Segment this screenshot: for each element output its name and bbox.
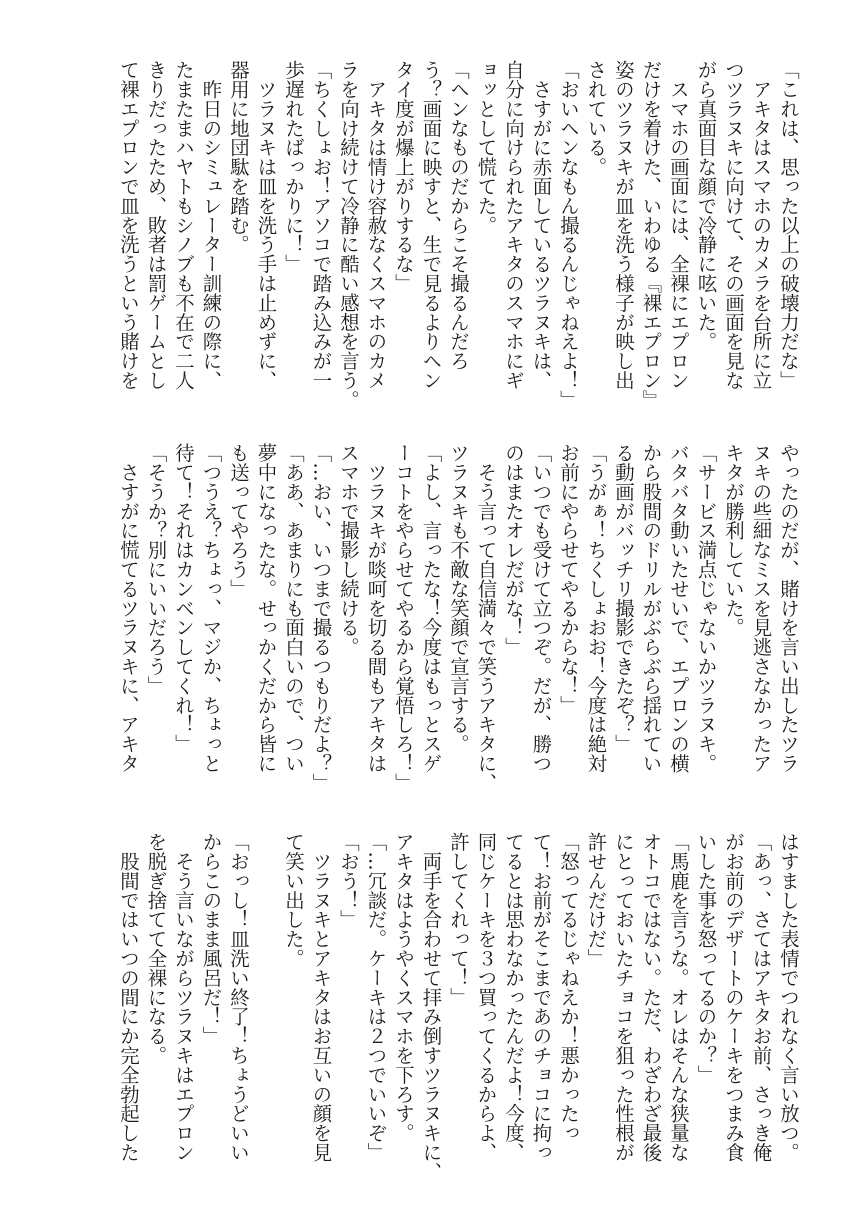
text-line: オトコではない。ただ、わざわざ最後: [639, 832, 663, 1162]
text-line: 歩遅れたばっかりに！」: [282, 60, 305, 274]
text-line: バタバタ動いたせいで、エプロンの横: [667, 443, 690, 773]
text-line: ヌキの些細なミスを見逃さなかったア: [749, 443, 773, 773]
text-line: ーコトをやらせてやるから覚悟しろ！」: [392, 443, 415, 793]
text-line: から股間のドリルがぶらぶら揺れてい: [639, 443, 663, 773]
text-line: たまたまハヤトもシノブも不在で二人: [172, 60, 195, 390]
text-line: て笑い出した。: [282, 832, 305, 968]
text-line: 「怒ってるじゃねえか！悪かったっ: [557, 832, 580, 1143]
text-line: も送ってやろう」: [227, 443, 250, 599]
text-line: 「…冗談だ。ケーキは２つでいいぞ」: [364, 832, 388, 1162]
text-line: きりだったため、敗者は罰ゲームとし: [144, 60, 168, 390]
text-line: 許せんだけだ」: [584, 832, 608, 968]
text-line: お前にやらせてやるからな！」: [557, 443, 580, 715]
text-block-bottom: [115, 832, 803, 1182]
text-line: キタが勝利していた。: [722, 443, 745, 637]
text-line: さすがに赤面しているツラヌキは、: [529, 60, 553, 390]
text-line: 待て！それはカンベンしてくれ！」: [172, 443, 195, 754]
text-line: る動画がバッチリ撮影できたぞ？」: [612, 443, 635, 754]
text-line: 「そうか？別にいいだろう」: [144, 443, 168, 696]
text-line: 夢中になったな。せっかくだから皆に: [254, 443, 278, 773]
text-line: 「うがぁ！ちくしょおお！今度は絶対: [584, 443, 608, 773]
text-line: がお前のデザートのケーキをつまみ食: [722, 832, 745, 1162]
text-line: やったのだが、賭けを言い出したツラ: [777, 443, 800, 773]
text-line: 「あっ、さてはアキタお前、さっき俺: [749, 832, 773, 1162]
text-line: 「…おい、いつまで撮るつもりだよ？」: [309, 443, 333, 793]
text-line: アキタはようやくスマホを下ろす。: [392, 832, 415, 1143]
text-line: てるとは思わなかったんだよ！今度、: [502, 832, 525, 1162]
text-line: 許してくれって！」: [447, 832, 470, 1007]
text-line: スマホで撮影し続ける。: [337, 443, 360, 657]
text-line: そう言いながらツラヌキはエプロン: [172, 832, 195, 1162]
text-line: ツラヌキとアキタはお互いの顔を見: [309, 832, 333, 1162]
text-line: だけを着けた、いわゆる『裸エプロン』: [639, 60, 663, 410]
blank-line: [252, 832, 280, 1182]
text-line: を脱ぎ捨てて全裸になる。: [144, 832, 168, 1065]
text-block-top: [115, 60, 803, 410]
text-line: つツラヌキに向けて、その画面を見な: [722, 60, 745, 390]
text-line: 「ヘンなものだからこそ撮るんだろ: [447, 60, 470, 371]
text-line: ョッとして慌てた。: [474, 60, 498, 235]
text-line: 「つうえ？ちょっ、マジか、ちょっと: [199, 443, 223, 773]
text-line: はすました表情でつれなく言い放つ。: [777, 832, 800, 1162]
text-line: 「ああ、あまりにも面白いので、つい: [282, 443, 305, 773]
text-line: 「ちくしょお！アソコで踏み込みが一: [309, 60, 333, 390]
text-line: 「おいヘンなもん撮るんじゃねえよ！」: [557, 60, 580, 410]
text-line: ツラヌキが啖呵を切る間もアキタは: [364, 443, 388, 773]
text-line: 「おっし！皿洗い終了！ちょうどいい: [227, 832, 250, 1162]
text-line: されている。: [584, 60, 608, 177]
text-line: 自分に向けられたアキタのスマホにギ: [502, 60, 525, 390]
text-line: 「これは、思った以上の破壊力だな」: [777, 60, 800, 390]
text-line: 姿のツラヌキが皿を洗う様子が映し出: [612, 60, 635, 390]
text-line: にとっておいたチョコを狙った性根が: [612, 832, 635, 1162]
text-line: アキタはスマホのカメラを台所に立: [749, 60, 773, 390]
text-line: ツラヌキは皿を洗う手は止めずに、: [254, 60, 278, 390]
text-line: 器用に地団駄を踏む。: [227, 60, 250, 254]
text-line: 「よし、言ったな！今度はもっとスゲ: [419, 443, 443, 773]
text-line: がら真面目な顔で冷静に呟いた。: [694, 60, 718, 351]
text-line: いした事を怒ってるのか？」: [694, 832, 718, 1085]
text-line: 「サービス満点じゃないかツラヌキ。: [694, 443, 718, 773]
text-line: て裸エプロンで皿を洗うという賭けを: [117, 60, 140, 390]
text-line: スマホの画面には、全裸にエプロン: [667, 60, 690, 390]
text-line: て！お前がそこまであのチョコに拘っ: [529, 832, 553, 1162]
text-line: ラを向け続けて冷静に酷い感想を言う。: [337, 60, 360, 410]
text-line: タイ度が爆上がりするな」: [392, 60, 415, 293]
text-line: のはまたオレだがな！」: [502, 443, 525, 657]
text-line: 「いつでも受けて立つぞ。だが、勝つ: [529, 443, 553, 773]
text-line: ツラヌキも不敵な笑顔で宣言する。: [447, 443, 470, 754]
text-line: 「馬鹿を言うな。オレはそんな狭量な: [667, 832, 690, 1162]
text-line: 昨日のシミュレーター訓練の際に、: [199, 60, 223, 390]
text-line: アキタは情け容赦なくスマホのカメ: [364, 60, 388, 390]
text-line: 「おう！」: [337, 832, 360, 929]
text-line: 両手を合わせて拝み倒すツラヌキに、: [419, 832, 443, 1182]
text-line: さすがに慌てるツラヌキに、アキタ: [117, 443, 140, 773]
text-line: 股間ではいつの間にか完全勃起した: [117, 832, 140, 1162]
text-line: からこのまま風呂だ！」: [199, 832, 223, 1046]
text-line: う？画面に映すと、生で見るよりヘン: [419, 60, 443, 390]
text-block-middle: [115, 443, 803, 793]
text-line: そう言って自信満々で笑うアキタに、: [474, 443, 498, 793]
text-line: 同じケーキを３つ買ってくるからよ、: [474, 832, 498, 1162]
